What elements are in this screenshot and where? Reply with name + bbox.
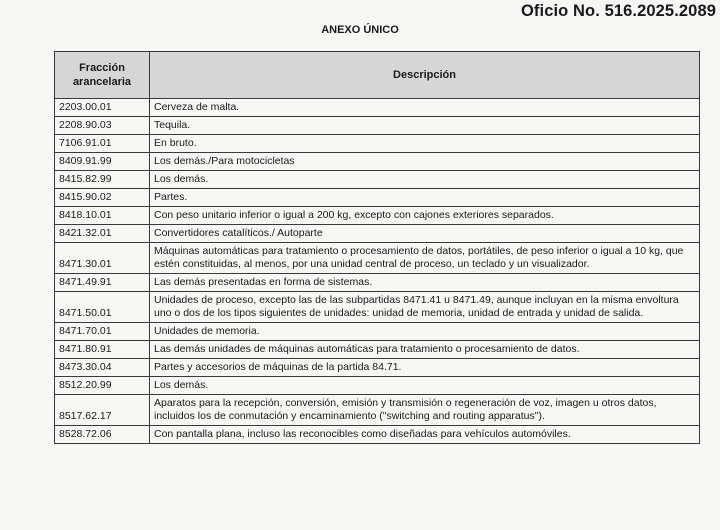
- tariff-code: 8512.20.99: [55, 377, 150, 395]
- annex-title: ANEXO ÚNICO: [321, 24, 399, 36]
- tariff-code: 8528.72.06: [55, 426, 150, 444]
- tariff-description: En bruto.: [150, 135, 700, 153]
- table-row: [55, 153, 700, 171]
- table-header-row: [55, 52, 700, 99]
- tariff-code: 8418.10.01: [55, 207, 150, 225]
- tariff-description: Convertidores catalíticos./ Autoparte: [150, 225, 700, 243]
- tariff-code: 2208.90.03: [55, 117, 150, 135]
- column-header-descripcion: Descripción: [150, 52, 700, 99]
- table-row: [55, 117, 700, 135]
- tariff-description: Cerveza de malta.: [150, 99, 700, 117]
- tariff-code: 8517.62.17: [55, 395, 150, 426]
- table-row: [55, 377, 700, 395]
- tariff-code: 8471.80.91: [55, 341, 150, 359]
- tariff-code: 2203.00.01: [55, 99, 150, 117]
- tariff-description: Aparatos para la recepción, conversión, emisión y transmisión o regeneración de voz, imagen u otros datos, incluidos los de conmutación y encaminamiento ("switching and routing apparatus").: [150, 395, 700, 426]
- table-row: [55, 323, 700, 341]
- table-row: [55, 395, 700, 426]
- tariff-code: 8471.50.01: [55, 292, 150, 323]
- tariff-description: Los demás./Para motocicletas: [150, 153, 700, 171]
- tariff-table: [54, 51, 700, 444]
- table-row: [55, 359, 700, 377]
- tariff-code: 8473.30.04: [55, 359, 150, 377]
- tariff-code: 8471.49.91: [55, 274, 150, 292]
- table-row: [55, 274, 700, 292]
- tariff-description: Partes.: [150, 189, 700, 207]
- table-row: [55, 171, 700, 189]
- table-row: [55, 426, 700, 444]
- tariff-code: 8471.30.01: [55, 243, 150, 274]
- tariff-description: Los demás.: [150, 377, 700, 395]
- table-row: [55, 99, 700, 117]
- tariff-code: 8471.70.01: [55, 323, 150, 341]
- table-row: [55, 207, 700, 225]
- tariff-description: Con peso unitario inferior o igual a 200 kg, excepto con cajones exteriores separados.: [150, 207, 700, 225]
- table-row: [55, 292, 700, 323]
- tariff-code: 8409.91.99: [55, 153, 150, 171]
- oficio-number: Oficio No. 516.2025.2089: [520, 2, 716, 20]
- tariff-description: Partes y accesorios de máquinas de la partida 84.71.: [150, 359, 700, 377]
- tariff-description: Con pantalla plana, incluso las reconocibles como diseñadas para vehículos automóviles.: [150, 426, 700, 444]
- table-row: [55, 225, 700, 243]
- tariff-code: 8415.90.02: [55, 189, 150, 207]
- tariff-description: Tequila.: [150, 117, 700, 135]
- table-row: [55, 341, 700, 359]
- column-header-fraccion: Fracción arancelaria: [55, 52, 150, 99]
- tariff-code: 8421.32.01: [55, 225, 150, 243]
- tariff-description: Los demás.: [150, 171, 700, 189]
- table-row: [55, 243, 700, 274]
- table-row: [55, 135, 700, 153]
- tariff-description: Unidades de proceso, excepto las de las subpartidas 8471.41 u 8471.49, aunque incluyan en la misma envoltura uno o dos de los tipos siguientes de unidades: unidad de memoria, unidad de entrada y unidad de salida.: [150, 292, 700, 323]
- tariff-code: 8415.82.99: [55, 171, 150, 189]
- tariff-description: Las demás unidades de máquinas automáticas para tratamiento o procesamiento de datos.: [150, 341, 700, 359]
- tariff-code: 7106.91.01: [55, 135, 150, 153]
- tariff-description: Las demás presentadas en forma de sistemas.: [150, 274, 700, 292]
- tariff-description: Unidades de memoria.: [150, 323, 700, 341]
- tariff-description: Máquinas automáticas para tratamiento o procesamiento de datos, portátiles, de peso inferior o igual a 10 kg, que estén constituidas, al menos, por una unidad central de proceso, un teclado y un visualizador.: [150, 243, 700, 274]
- table-row: [55, 189, 700, 207]
